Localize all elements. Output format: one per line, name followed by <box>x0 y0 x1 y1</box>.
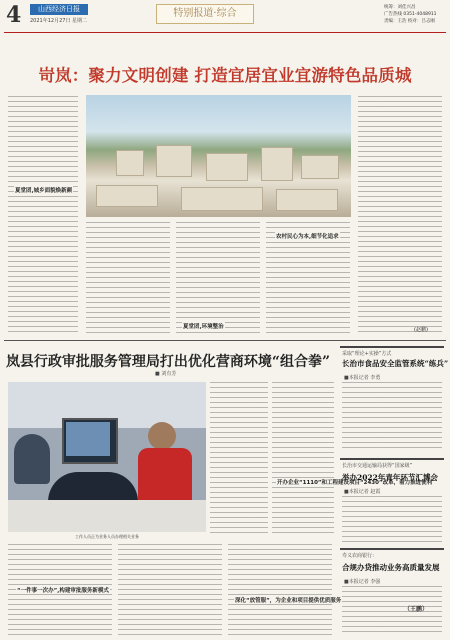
editor-line: 责编：王浩 校对：吕志刚 <box>384 19 435 24</box>
brief-author: ■本报记者 赵霞 <box>344 489 381 495</box>
issue-date: 2021年12月27日 星期二 <box>30 18 88 24</box>
article2-service-hall-photo <box>8 382 206 532</box>
article2-subhead: 开办企业“1110”和工程建设项目“2430”改革，着力推进便利 <box>277 480 433 486</box>
brief-kicker: 寿义农商银行： <box>342 553 378 559</box>
article2-subhead: “一件事一次办”,构建审批服务新模式 <box>17 588 109 594</box>
article2-body-column <box>210 382 268 534</box>
right-column-rule <box>340 346 444 348</box>
article2-body-column <box>228 544 332 636</box>
article1-subhead: 夏堂团,环境整治 <box>183 324 224 330</box>
editor-line: 统筹：刘佳兴昌 <box>384 5 416 10</box>
article1-body-column <box>176 222 260 334</box>
article1-signoff: (赵鹏) <box>414 327 428 333</box>
brief-title: 长治市食品安全监管系统“练兵” <box>342 359 449 368</box>
right-column-rule <box>340 548 444 550</box>
brief-title: 举办2022年青年环节汇博会 <box>342 473 438 482</box>
article1-body-column <box>86 222 170 334</box>
editor-credits <box>384 4 437 25</box>
brief-author: ■本报记者 李强 <box>344 579 381 585</box>
brief-signoff: （王鹏） <box>404 606 429 613</box>
brief-kicker: 长治市交通运输局获得“国家级” <box>342 463 413 469</box>
masthead-rule <box>4 32 446 33</box>
brief-body <box>342 496 442 542</box>
article1-subhead: 夏堂团,城乡面貌焕新颜 <box>15 188 73 194</box>
section-label: 特别报道·综合 <box>156 4 254 24</box>
page-number: 4 <box>6 2 22 28</box>
article1-headline: 岢岚：聚力文明创建 打造宜居宜业宜游特色品质城 <box>38 66 412 85</box>
brief-kicker: 采取“理论+实操”方式 <box>342 351 392 357</box>
article2-body-column <box>272 382 334 534</box>
article2-photo-caption: 工作人员正为业务人员办理相关业务 <box>75 534 139 539</box>
brief-author: ■本报记者 李勇 <box>344 375 381 381</box>
article2-headline: 岚县行政审批服务管理局打出优化营商环境“组合拳” <box>5 354 331 370</box>
brief-body <box>342 382 442 452</box>
article1-subhead: 农村民心为本,细节化追求 <box>276 234 339 240</box>
article1-body-column <box>8 96 78 334</box>
article1-body-column <box>358 96 442 334</box>
article-divider <box>4 340 446 341</box>
brief-title: 合规办贷推动业务高质量发展 <box>342 563 440 572</box>
article2-subhead: 深化“放管服”，为企业和项目提供优质服务 <box>235 598 342 604</box>
newspaper-brand: 山西经济日报 <box>30 4 88 15</box>
editor-line: 广告热线 0351-4048911 <box>384 12 437 17</box>
article1-city-photo <box>86 95 351 217</box>
article2-byline: ■ 刘有芳 <box>155 371 177 377</box>
right-column-rule <box>340 458 444 460</box>
article2-body-column <box>118 544 222 636</box>
